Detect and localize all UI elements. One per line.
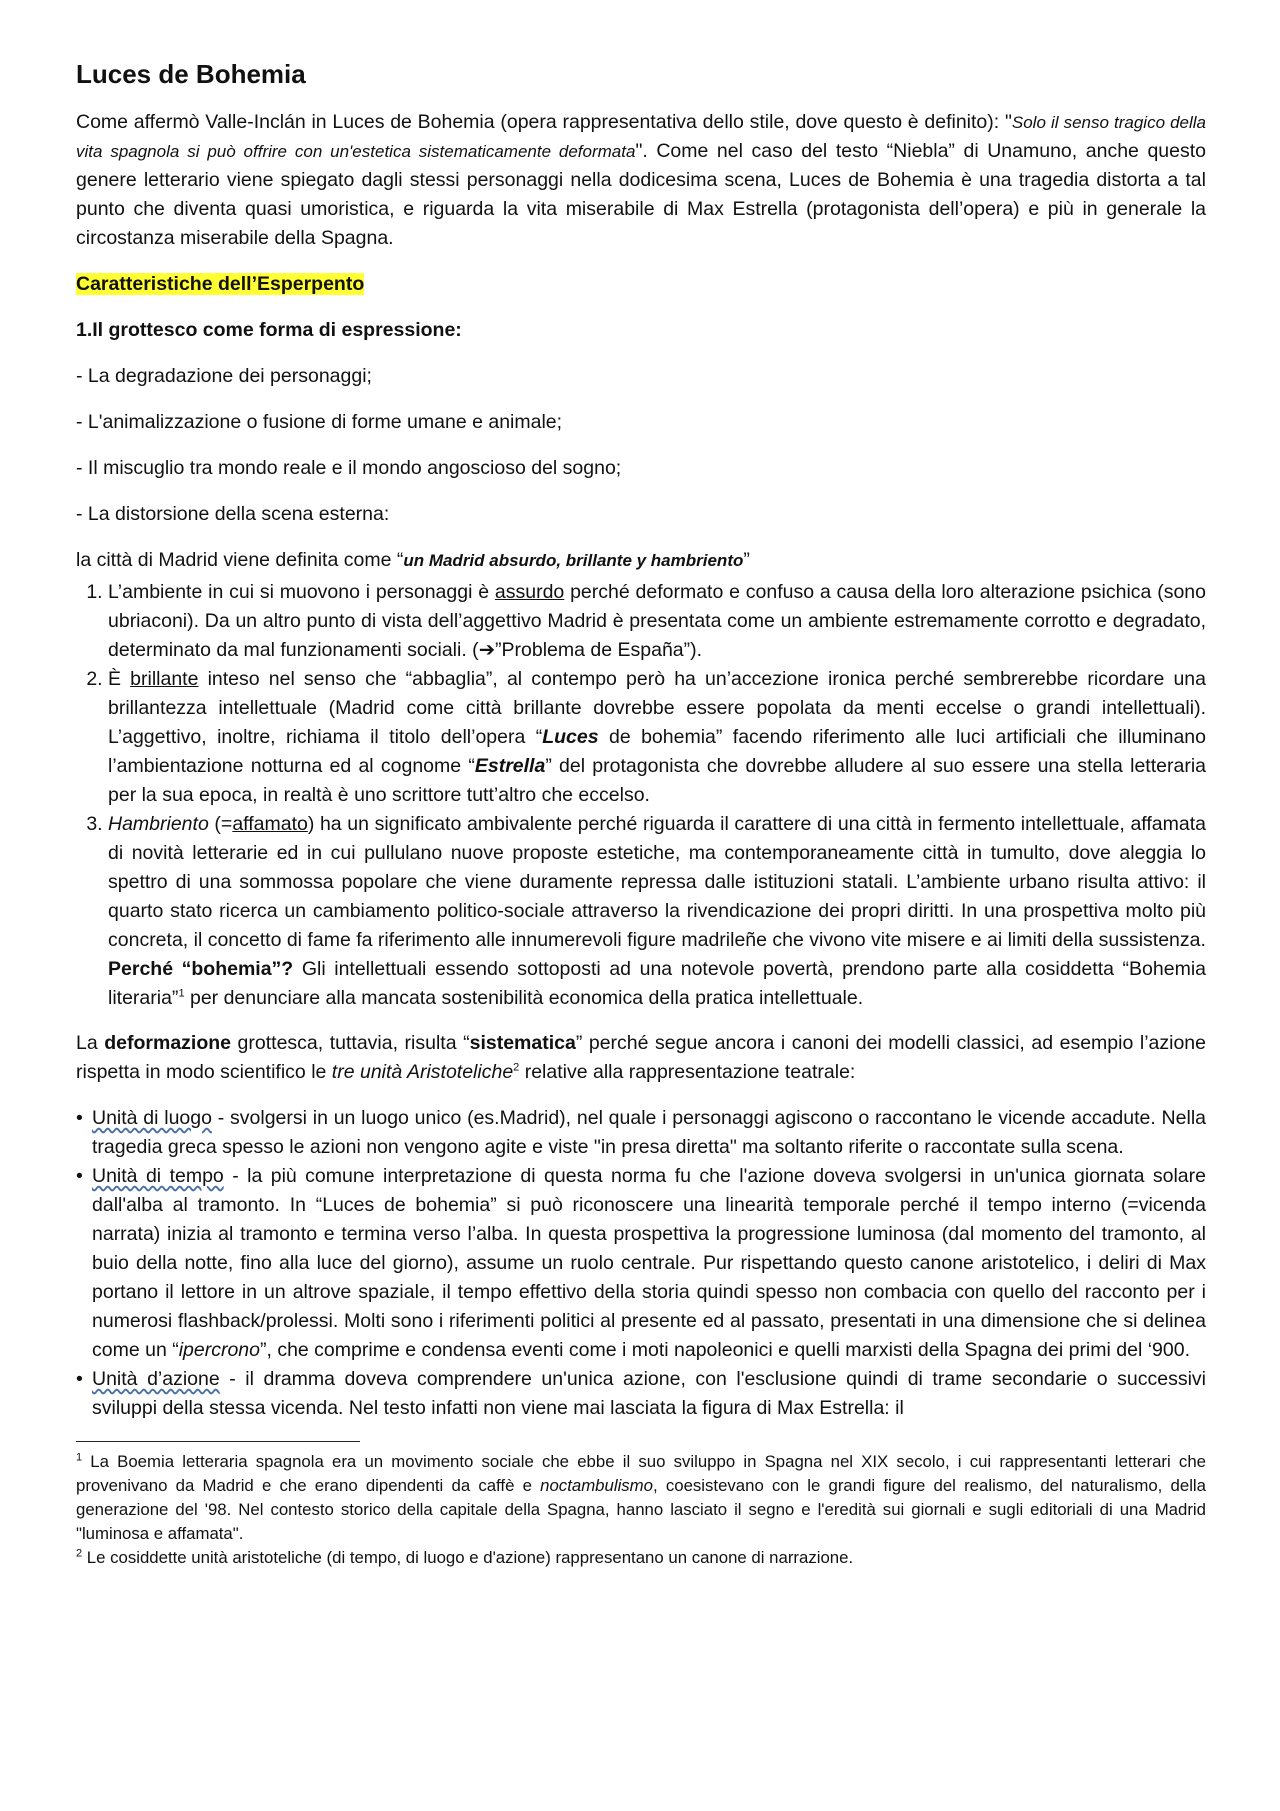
unit-luogo-label: Unità di luogo (92, 1107, 212, 1129)
item-text: per denunciare alla mancata sostenibilità economica della pratica intellettuale. (184, 987, 864, 1009)
intro-paragraph (76, 108, 1206, 253)
item-text: de bohemia” facendo riferimento alle luci artificiali che illuminano l’ambientazione notturna ed al cognome “ (108, 726, 1206, 777)
item-text: ” del protagonista che dovrebbe alludere al suo essere una stella letteraria per la sua epoca, in realtà è uno scrittore tutt’altro che eccelso. (108, 755, 1206, 806)
intro-quote: Solo il senso tragico della vita spagnola si può offrire con un'estetica sistematicamente deformata (76, 113, 1207, 161)
list-item (108, 810, 1206, 1013)
footnote-text: La Boemia letteraria spagnola era un movimento sociale che ebbe il suo sviluppo in Spagna nel XIX secolo, i cui rappresentanti letterari che provenivano da Madrid e che erano dipendenti da caffè e (76, 1452, 1206, 1495)
page-title: Luces de Bohemia (76, 59, 306, 89)
footnote-number: 1 (76, 1451, 83, 1464)
keyword-ipercrono: ipercrono (178, 1339, 260, 1361)
footnote-separator (76, 1441, 360, 1442)
deform-text: grottesca, tuttavia, risulta “ (231, 1032, 470, 1054)
item-text: perché deformato e confuso a causa della loro alterazione psichica (sono ubriaconi). Da un altro punto di vista dell’aggettivo Madrid è presentata come un ambiente estremamente corrotto e degradato, determinato da mal funzionamenti sociali. ( (108, 581, 1206, 661)
arrow-icon: ➔ (478, 639, 496, 661)
bullet-icon: • (76, 1165, 83, 1187)
madrid-line (76, 546, 1206, 575)
item-text: L’ambiente in cui si muovono i personaggi è (108, 581, 495, 603)
dash-item: - L'animalizzazione o fusione di forme umane e animale; (76, 411, 563, 433)
madrid-lead: la città di Madrid viene definita come “ (76, 549, 404, 571)
keyword-affamato: affamato (232, 813, 308, 835)
unit-azione-label: Unità d’azione (92, 1368, 220, 1390)
footnote-text: , coesistevano con le grandi figure del realismo, del naturalismo, della generazione del '98. Nel contesto storico della capitale della Spagna, hanno lasciato il segno e l'eredità sui giornali e sugli editoriali di una Madrid "luminosa e affamata". (76, 1476, 1206, 1543)
footnote-1 (76, 1450, 1206, 1546)
list-item (76, 1365, 1206, 1423)
item-text: ”Problema de España”). (495, 639, 703, 661)
document-page (76, 58, 1206, 1570)
footnote-ref-1[interactable]: 1 (178, 987, 185, 1000)
keyword-brillante: brillante (130, 668, 199, 690)
footnote-ref-2[interactable]: 2 (513, 1061, 520, 1074)
item-text: ”, che comprime e condensa eventi come i moti napoleonici e quelli marxisti della Spagna dei primi del ‘900. (260, 1339, 1190, 1361)
item-text: - svolgersi in un luogo unico (es.Madrid), nel quale i personaggi agiscono o raccontano le vicende accadute. Nella tragedia greca spesso le azioni non vengono agite e viste "in presa diretta" ma soltanto riferite o raccontate sulla scena. (92, 1107, 1206, 1158)
bullet-icon: • (76, 1107, 83, 1129)
deformation-paragraph (76, 1029, 1206, 1087)
item-text: - la più comune interpretazione di questa norma fu che l'azione doveva svolgersi in un'unica giornata solare dall'alba al tramonto. In “Luces de bohemia” si può riconoscere una linearità temporale perché il tempo interno (=vicenda narrata) inizia al tramonto e termina verso l’alba. In questa prospettiva la progressione luminosa (dal momento del tramonto, al buio della notte, fino alla luce del giorno), assume un ruolo centrale. Pur rispettando questo canone aristotelico, i deliri di Max portano il lettore in un altrove spaziale, il tempo effettivo della storia quindi spesso non combacia con quello del racconto per i numerosi flashback/prolessi. Molti sono i riferimenti politici al presente ed al passato, presentati in una dimensione che si delinea come un “ (92, 1165, 1206, 1361)
footnote-2 (76, 1546, 1206, 1570)
footnotes (76, 1450, 1206, 1570)
item-text: (= (208, 813, 233, 835)
list-item (76, 1104, 1206, 1162)
dash-item: - La distorsione della scena esterna: (76, 503, 390, 525)
madrid-close: ” (743, 549, 750, 571)
item-text: ) ha un significato ambivalente perché riguarda il carattere di una città in fermento intellettuale, affamata di novità letterarie ed in cui pullulano nuove proposte estetiche, ma contemporaneamente città in tumulto, dove aleggia lo spettro di una sommossa popolare che viene duramente repressa dalle istituzioni statali. L’ambiente urbano risulta attivo: il quarto stato ricerca un cambiamento politico-sociale attraverso la rivendicazione dei propri diritti. In una prospettiva molto più concreta, il concetto di fame fa riferimento alle innumerevoli figure madrileñe che vivono vite misere e ai limiti della sussistenza. (108, 813, 1206, 951)
footnote-number: 2 (76, 1547, 83, 1560)
sub-heading: 1.Il grottesco come forma di espressione: (76, 319, 462, 341)
keyword-unita: tre unità Aristoteliche (331, 1061, 514, 1083)
item-text: inteso nel senso che “abbaglia”, al contempo però ha un’accezione ironica perché sembrerebbe ricordare una brillantezza intellettuale (Madrid come città brillante dovrebbe essere popolata da menti eccelse o grandi intellettuali). L’aggettivo, inoltre, richiama il titolo dell’opera “ (108, 668, 1206, 748)
unit-tempo-label: Unità di tempo (92, 1165, 224, 1187)
footnote-text: Le cosiddette unità aristoteliche (di tempo, di luogo e d'azione) rappresentano un canone di narrazione. (82, 1548, 854, 1567)
dash-item: - Il miscuglio tra mondo reale e il mondo angoscioso del sogno; (76, 457, 622, 479)
deform-text: ” perché segue ancora i canoni dei modelli classici, ad esempio l’azione rispetta in modo scientifico le (76, 1032, 1206, 1083)
dash-item: - La degradazione dei personaggi; (76, 365, 372, 387)
keyword-hambriento: Hambriento (108, 813, 209, 835)
list-item (76, 1162, 1206, 1365)
intro-text-1: Come affermò Valle-Inclán in Luces de Bohemia (opera rappresentativa dello stile, dove questo è definito): " (76, 111, 1012, 133)
item-text: È (108, 668, 131, 690)
keyword-assurdo: assurdo (494, 581, 565, 603)
keyword-noctambulismo: noctambulismo (540, 1476, 653, 1495)
list-item (108, 665, 1206, 810)
keyword-deformazione: deformazione (104, 1032, 232, 1054)
section-heading-row (76, 270, 1206, 299)
keyword-luces: Luces (542, 726, 599, 748)
deform-text: relative alla rappresentazione teatrale: (519, 1061, 856, 1083)
intro-text-2: ". Come nel caso del testo “Niebla” di Unamuno, anche questo genere letterario viene spiegato dagli stessi personaggi nella dodicesima scena, Luces de Bohemia è una tragedia distorta a tal punto che diventa quasi umoristica, e riguarda la vita miserabile di Max Estrella (protagonista dell’opera) e più in generale la circostanza miserabile della Spagna. (76, 140, 1206, 249)
item-text: Gli intellettuali essendo sottoposti ad una notevole povertà, prendono parte alla cosiddetta “Bohemia literaria” (108, 958, 1206, 1009)
section-heading: Caratteristiche dell’Esperpento (76, 273, 365, 295)
list-item (108, 578, 1206, 665)
deform-text: La (76, 1032, 105, 1054)
item-text: - il dramma doveva comprendere un'unica azione, con l'esclusione quindi di trame secondarie o successivi sviluppi della stessa vicenda. Nel testo infatti non viene mai lasciata la figura di Max Estrella: il (92, 1368, 1207, 1419)
bullet-list (76, 1104, 1206, 1423)
keyword-sistematica: sistematica (469, 1032, 576, 1054)
madrid-quote: un Madrid absurdo, brillante y hambriento (403, 551, 744, 570)
bullet-icon: • (76, 1368, 83, 1390)
why-bohemia: Perché “bohemia”? (108, 958, 294, 980)
keyword-estrella: Estrella (474, 755, 546, 777)
numbered-list (76, 578, 1206, 1013)
